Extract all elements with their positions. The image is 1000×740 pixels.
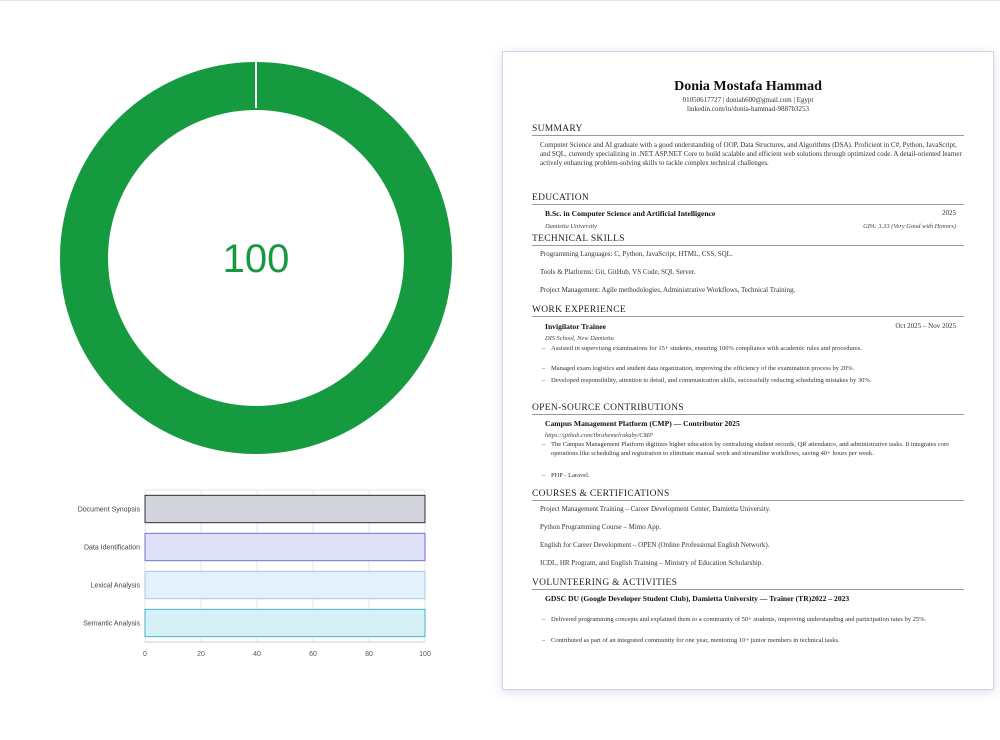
score-donut-chart <box>60 62 452 454</box>
x-tick-label: 80 <box>365 651 373 658</box>
section-courses-heading: COURSES & CERTIFICATIONS <box>532 489 964 501</box>
linkedin-link[interactable]: linkedin.com/in/donia-hammad-9887b3253 <box>687 105 809 113</box>
bar <box>145 571 425 598</box>
category-label: Semantic Analysis <box>83 620 140 628</box>
skills-item: Project Management: Agile methodologies, Administrative Workflows, Technical Training. <box>540 286 796 294</box>
education-degree: B.Sc. in Computer Science and Artificial Intelligence <box>545 209 716 218</box>
experience-bullet: – Developed responsibility, attention to detail, and communication skills, successfully reducing scheduling mistakes by 30%. <box>542 377 975 386</box>
section-volunteering-heading: VOLUNTEERING & ACTIVITIES <box>532 578 964 590</box>
volunteering-bullet: – Delivered programming concepts and explained them to a community of 50+ students, improving understanding and participation rates by 25%. <box>542 616 975 625</box>
volunteering-title: GDSC DU (Google Developer Student Club), Damietta University — Trainer (TR)2022 – 2023 <box>545 594 850 603</box>
bar <box>145 533 425 560</box>
experience-org: DIS School, New Damietta <box>545 335 614 342</box>
x-tick-label: 0 <box>143 651 147 658</box>
course-item: Python Programming Course – Mimo App. <box>540 523 661 531</box>
analysis-bar-chart <box>60 482 440 662</box>
contact-line: 01050617727 | doniah600@gmail.com | Egypt <box>682 96 814 104</box>
section-education-heading: EDUCATION <box>532 193 964 205</box>
opensource-title: Campus Management Platform (CMP) — Contributor 2025 <box>545 419 740 428</box>
resume-name: Donia Mostafa Hammad <box>674 79 822 94</box>
category-label: Document Synopsis <box>77 506 140 514</box>
skills-item: Programming Languages: C, Python, JavaScript, HTML, CSS, SQL. <box>540 250 733 258</box>
opensource-link[interactable]: https://github.com/Ibrahemelrakaby/CMP <box>545 432 653 439</box>
experience-role: Invigilator Trainee <box>545 322 606 331</box>
gauge-value-label: 100 <box>222 237 290 281</box>
section-experience-heading: WORK EXPERIENCE <box>532 305 964 317</box>
resume-document <box>502 51 994 690</box>
x-tick-label: 20 <box>197 651 205 658</box>
section-opensource-heading: OPEN-SOURCE CONTRIBUTIONS <box>532 403 964 415</box>
x-tick-label: 40 <box>253 651 261 658</box>
experience-bullet: – Managed exam logistics and student data organization, improving the efficiency of the examination process by 20%. <box>542 365 975 374</box>
experience-bullet: – Assisted in supervising examinations for 15+ students, ensuring 100% compliance with academic rules and procedures. <box>542 345 975 354</box>
course-item: English for Career Development – OPEN (Online Professional English Network). <box>540 541 770 549</box>
section-summary-heading: SUMMARY <box>532 124 964 136</box>
x-tick-label: 60 <box>309 651 317 658</box>
bar <box>145 495 425 522</box>
opensource-bullet: – PHP - Laravel. <box>542 472 975 481</box>
category-label: Data Identification <box>83 544 140 552</box>
x-tick-label: 100 <box>419 651 431 658</box>
summary-text: Computer Science and AI graduate with a good understanding of OOP, Data Structures, and Algorithms (DSA). Proficient in C#, Python, JavaScript, and SQL, currently specializing in .NET ASP.NET Core to build scalable and efficient web solutions through optimized code. A detail-oriented learner actively enhancing problem-solving skills to tackle complex technical challenges. <box>540 141 962 167</box>
resume-contact <box>503 96 993 114</box>
education-year: 2025 <box>942 209 956 217</box>
opensource-bullet: – The Campus Management Platform digitizes higher education by centralizing student records, QR attendance, and administrative tasks. It integrates core operations like scheduling and registration to eliminate manual work and streamline workflows, saving 40+ hours per week. <box>542 441 975 458</box>
education-school: Damietta University <box>545 223 598 230</box>
experience-dates: Oct 2025 – Nov 2025 <box>895 322 956 330</box>
bar <box>145 609 425 636</box>
skills-item: Tools & Platforms: Git, GitHub, VS Code, SQL Server. <box>540 268 696 276</box>
section-skills-heading: TECHNICAL SKILLS <box>532 234 964 246</box>
category-label: Lexical Analysis <box>90 582 140 590</box>
course-item: Project Management Training – Career Development Center, Damietta University. <box>540 505 771 513</box>
education-gpa: GPA: 3.33 (Very Good with Honors) <box>863 223 956 230</box>
volunteering-bullet: – Contributed as part of an integrated community for one year, mentoring 10+ junior members in technical tasks. <box>542 637 975 646</box>
course-item: ICDL, HR Program, and English Training – Ministry of Education Scholarship. <box>540 559 764 567</box>
top-divider <box>0 0 1000 1</box>
